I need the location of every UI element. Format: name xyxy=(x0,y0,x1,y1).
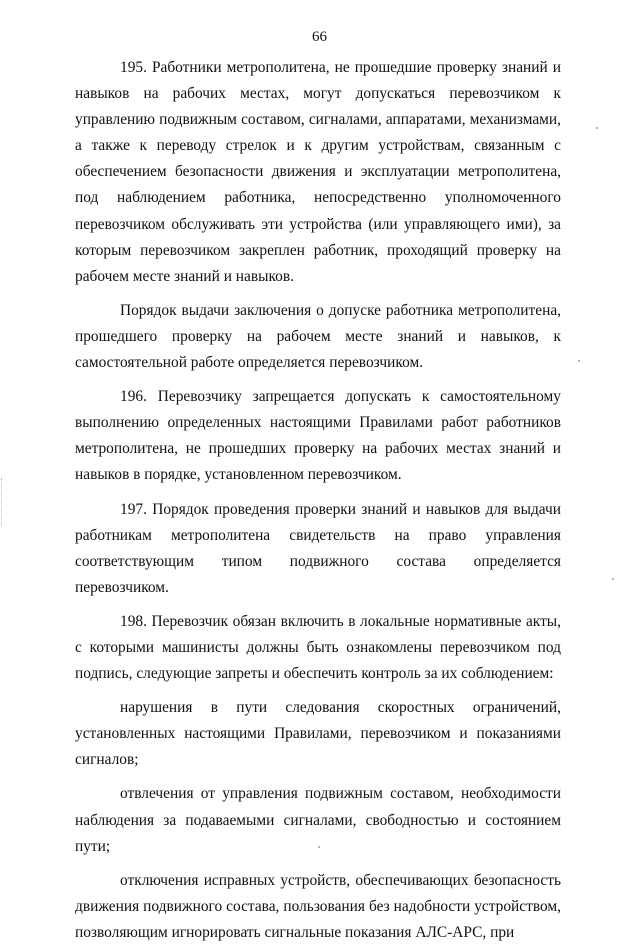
scan-edge-mark xyxy=(1,478,3,526)
scan-speck xyxy=(612,578,614,580)
paragraph-197: 197. Порядок проведения проверки знаний и навыков для выдачи работникам метрополитена свидетельств на право управления соответствующим типом подвижного состава определяется перевозчиком. xyxy=(75,500,561,596)
list-item-disabling-devices: отключения исправных устройств, обеспечивающих безопасность движения подвижного состава, пользования без надобности устройством, позволяющим игнорировать сигнальные показания АЛС-АРС, при xyxy=(75,871,561,941)
page-number: 66 xyxy=(312,29,327,45)
scan-speck xyxy=(596,127,598,129)
list-item-speed-limits: нарушения в пути следования скоростных ограничений, установленных настоящими Правилами, перевозчиком и показаниями сигналов; xyxy=(75,699,561,769)
scan-speck xyxy=(578,360,580,362)
paragraph-195-procedure: Порядок выдачи заключения о допуске работника метрополитена, прошедшего проверку на рабочем месте знаний и навыков, к самостоятельной работе определяется перевозчиком. xyxy=(75,301,561,372)
scan-speck xyxy=(318,846,320,848)
document-body xyxy=(75,55,561,946)
paragraph-198: 198. Перевозчик обязан включить в локальные нормативные акты, с которыми машинисты должны быть ознакомлены перевозчиком под подпись, следующие запреты и обеспечить контроль за их соблюдением: xyxy=(75,612,561,683)
paragraph-196: 196. Перевозчику запрещается допускать к самостоятельному выполнению определенных настоящими Правилами работ работников метрополитена, не прошедших проверку на рабочих местах знаний и навыков в порядке, установленном перевозчиком. xyxy=(75,388,561,484)
list-item-distraction: отвлечения от управления подвижным составом, необходимости наблюдения за подаваемыми сигналами, свободностью и состоянием пути; xyxy=(75,785,561,855)
paragraph-195: 195. Работники метрополитена, не прошедшие проверку знаний и навыков на рабочих местах, могут допускаться перевозчиком к управлению подвижным составом, сигналами, аппаратами, механизмами, а также к переводу стрелок и к другим устройствам, связанным с обеспечением безопасности движения и эксплуатации метрополитена, под наблюдением работника, непосредственно уполномоченного перевозчиком обслуживать эти устройства (или управляющего ими), за которым перевозчиком закреплен работник, проходящий проверку на рабочем месте знаний и навыков. xyxy=(75,59,561,285)
